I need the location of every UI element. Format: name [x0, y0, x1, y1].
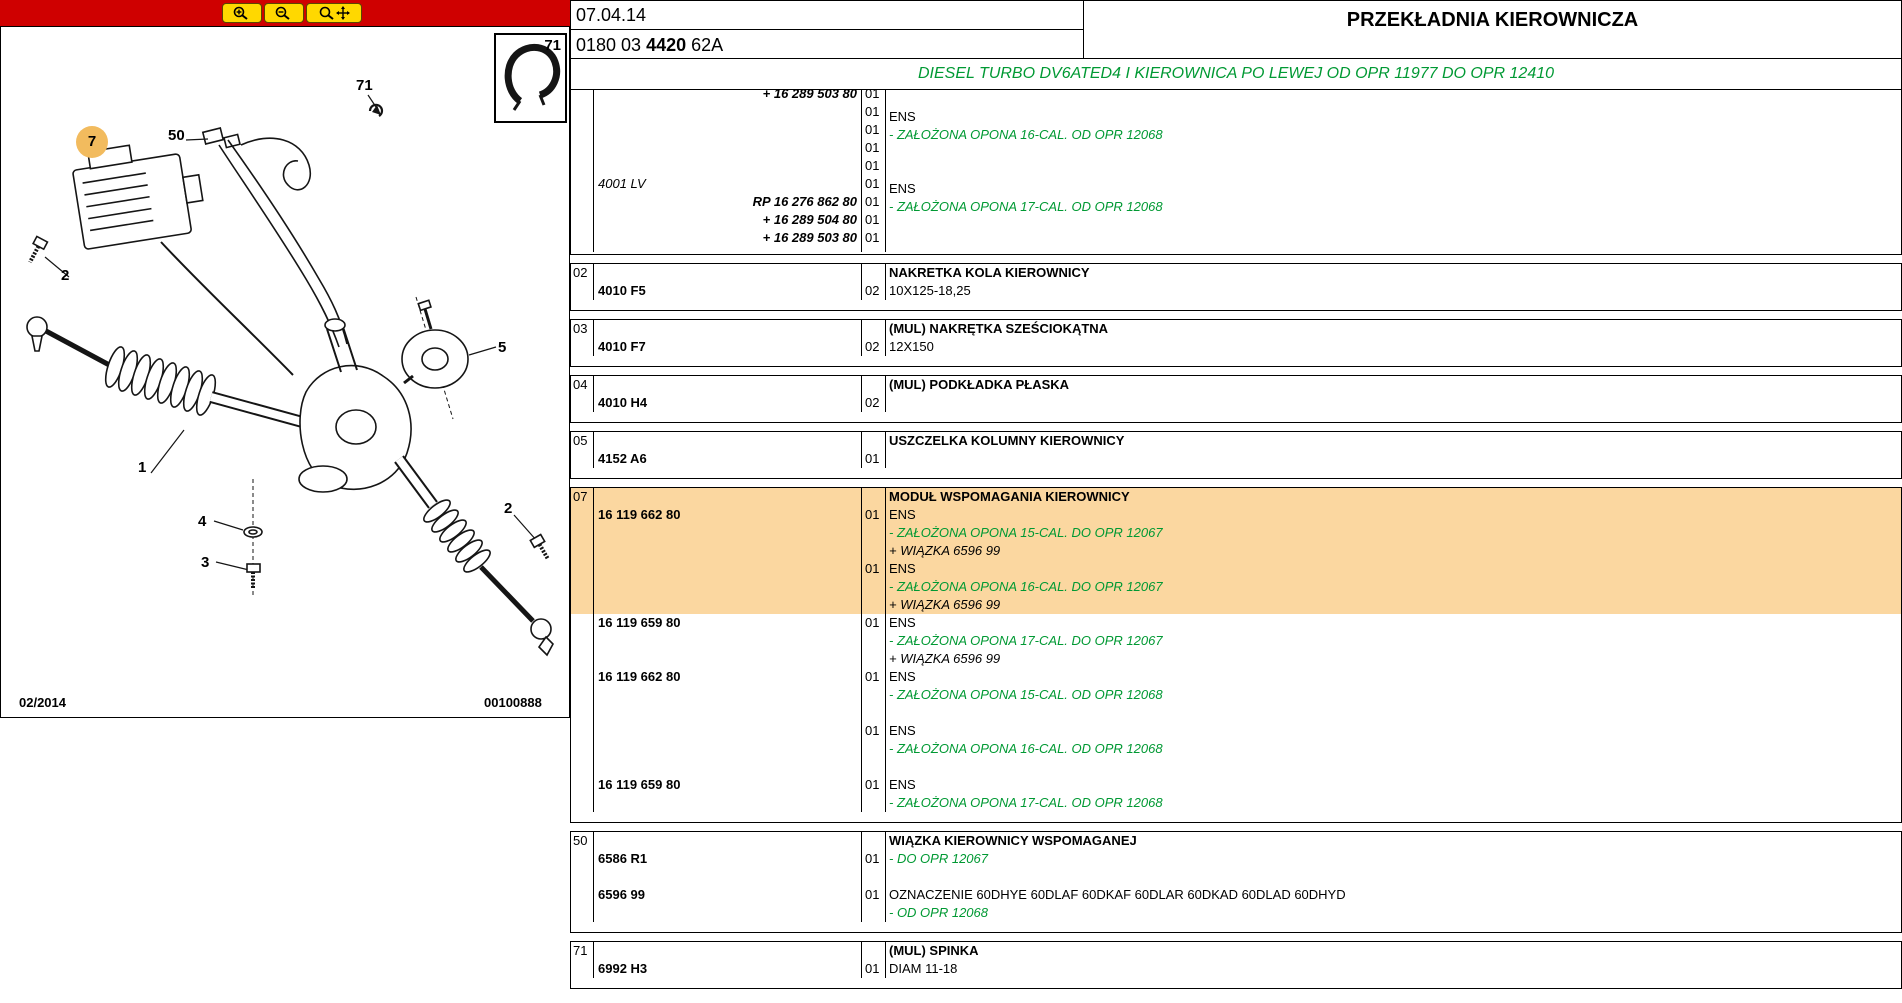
qty-value: 01	[865, 669, 880, 684]
description-line: + WIĄZKA 6596 99	[889, 651, 1001, 666]
blank-cell	[594, 704, 861, 722]
blank-cell	[594, 904, 861, 922]
doc-ref-number: 4420	[646, 35, 687, 55]
description-line: + WIĄZKA 6596 99	[889, 543, 1001, 558]
tie-rod-end-left	[27, 317, 113, 367]
blank-cell	[594, 740, 861, 758]
qty-value	[862, 632, 885, 650]
description-line: - ZAŁOŻONA OPONA 16-CAL. OD OPR 12068	[889, 127, 1163, 142]
zoom-in-icon	[231, 6, 253, 20]
qty-value	[862, 758, 885, 776]
description-line: 12X150	[889, 339, 934, 354]
qty-value: 01	[865, 887, 880, 902]
blank-cell	[594, 264, 861, 282]
qty-column	[861, 90, 886, 252]
blank-cell	[594, 942, 861, 960]
description-line: MODUŁ WSPOMAGANIA KIEROWNICY	[889, 489, 1130, 504]
description-line: - ZAŁOŻONA OPONA 15-CAL. OD OPR 12068	[889, 687, 1163, 702]
desc-column	[886, 488, 1901, 812]
description-line: NAKRETKA KOLA KIEROWNICY	[889, 265, 1090, 280]
qty-value	[862, 376, 885, 394]
qty-value	[862, 488, 885, 506]
description-line: (MUL) NAKRĘTKA SZEŚCIOKĄTNA	[889, 321, 1109, 336]
description-line: + WIĄZKA 6596 99	[889, 597, 1001, 612]
qty-column	[861, 432, 886, 468]
description-line	[886, 234, 1901, 252]
blank-cell	[594, 868, 861, 886]
description-line: ENS	[889, 181, 916, 196]
part-number[interactable]: 4152 A6	[598, 451, 647, 466]
qty-column	[861, 832, 886, 922]
qty-value: 01	[865, 561, 880, 576]
part-column	[594, 264, 861, 300]
description-line: - ZAŁOŻONA OPONA 17-CAL. OD OPR 12068	[889, 199, 1163, 214]
parts-section-top	[570, 90, 1902, 255]
description-line: ENS	[889, 669, 916, 684]
qty-value	[862, 686, 885, 704]
diagram-area	[0, 27, 570, 718]
diagram-panel	[0, 0, 570, 1003]
qty-value: 01	[865, 90, 880, 101]
qty-value: 01	[865, 451, 880, 466]
section-ref: 05	[571, 432, 594, 468]
doc-date: 07.04.14	[571, 1, 1083, 30]
qty-value: 02	[865, 283, 880, 298]
part-number[interactable]: + 16 289 503 80	[762, 230, 857, 245]
description-line	[886, 90, 1901, 108]
bellows-right	[421, 496, 494, 575]
part-number[interactable]: 6596 99	[598, 887, 645, 902]
qty-value: 01	[865, 104, 880, 119]
blank-cell	[594, 794, 861, 812]
description-line: ENS	[889, 109, 916, 124]
qty-value	[862, 650, 885, 668]
description-line	[886, 758, 1901, 776]
parts-section-50	[570, 831, 1902, 933]
parts-section-03	[570, 319, 1902, 367]
part-column	[594, 942, 861, 978]
qty-value: 02	[865, 339, 880, 354]
description-line: OZNACZENIE 60DHYE 60DLAF 60DKAF 60DLAR 60DKAD 60DLAD 60DHYD	[889, 887, 1346, 902]
qty-column	[861, 320, 886, 356]
clip-part-icon	[496, 108, 565, 125]
zoom-out-button[interactable]	[264, 3, 304, 23]
callout-50[interactable]: 50	[168, 127, 185, 144]
variant-subtitle: DIESEL TURBO DV6ATED4 I KIEROWNICA PO LEWEJ OD OPR 11977 DO OPR 12410	[570, 59, 1902, 90]
diagram-date: 02/2014	[19, 695, 66, 710]
blank-cell	[594, 103, 861, 121]
callout-7-selected[interactable]: 7	[76, 126, 108, 158]
qty-value	[862, 432, 885, 450]
section-ref: 50	[571, 832, 594, 922]
qty-value	[862, 942, 885, 960]
blank-cell	[594, 758, 861, 776]
desc-column	[886, 264, 1901, 300]
doc-ref-prefix: 0180 03	[576, 35, 647, 55]
parts-section-02	[570, 263, 1902, 311]
description-line: - ZAŁOŻONA OPONA 16-CAL. DO OPR 12067	[889, 579, 1163, 594]
blank-cell	[594, 560, 861, 578]
zoom-out-icon	[273, 6, 295, 20]
parts-sections	[570, 90, 1902, 989]
part-number[interactable]: 4010 F5	[598, 283, 646, 298]
parts-table-panel	[570, 0, 1902, 1003]
qty-value: 01	[865, 194, 880, 209]
callout-4[interactable]: 4	[198, 513, 207, 530]
qty-value: 01	[865, 176, 880, 191]
description-line: WIĄZKA KIEROWNICY WSPOMAGANEJ	[889, 833, 1137, 848]
qty-value	[862, 868, 885, 886]
bolt-left	[25, 236, 48, 265]
qty-value: 01	[865, 122, 880, 137]
page-title: PRZEKŁADNIA KIEROWNICZA	[1346, 9, 1639, 31]
inset-part-box[interactable]	[494, 33, 567, 123]
desc-column	[886, 320, 1901, 356]
part-number[interactable]: 4010 H4	[598, 395, 648, 410]
qty-column	[861, 264, 886, 300]
qty-value: 01	[865, 961, 880, 976]
desc-column	[886, 832, 1901, 922]
diagram-number: 00100888	[484, 695, 542, 710]
blank-cell	[594, 596, 861, 614]
callout-71[interactable]: 71	[356, 77, 373, 94]
parts-section-07	[570, 487, 1902, 823]
part-number[interactable]: 4010 F7	[598, 339, 646, 354]
blank-cell	[594, 650, 861, 668]
part-number[interactable]: 16 119 659 80	[598, 777, 681, 792]
qty-value: 01	[865, 851, 880, 866]
part-column	[594, 488, 861, 812]
qty-value	[862, 794, 885, 812]
part-number[interactable]: + 16 289 503 80	[762, 90, 857, 101]
qty-value: 01	[865, 615, 880, 630]
qty-value	[862, 524, 885, 542]
blank-cell	[594, 121, 861, 139]
doc-ref-suffix: 62A	[686, 35, 724, 55]
diagram-toolbar	[0, 0, 570, 27]
desc-column	[886, 432, 1901, 468]
tie-rod-end-right	[531, 619, 553, 655]
description-line: ENS	[889, 777, 916, 792]
section-ref: 71	[571, 942, 594, 978]
part-number[interactable]: 16 119 659 80	[598, 615, 681, 630]
desc-column	[886, 942, 1901, 978]
qty-value	[862, 596, 885, 614]
part-column	[594, 432, 861, 468]
qty-value: 01	[865, 723, 880, 738]
parts-section-05	[570, 431, 1902, 479]
mount-disc-part5	[402, 297, 468, 419]
callout-5[interactable]: 5	[498, 339, 507, 356]
doc-reference	[571, 30, 1083, 56]
blank-cell	[594, 832, 861, 850]
qty-value: 02	[865, 395, 880, 410]
qty-value: 01	[865, 777, 880, 792]
blank-cell	[594, 632, 861, 650]
qty-column	[861, 942, 886, 978]
description-line	[886, 216, 1901, 234]
qty-value: 01	[865, 230, 880, 245]
inset-callout-label: 71	[544, 37, 561, 54]
table-header	[570, 0, 1902, 59]
callout-2-left[interactable]: 2	[61, 267, 70, 284]
qty-column	[861, 376, 886, 412]
bellows-left	[102, 345, 219, 417]
parts-section-04	[570, 375, 1902, 423]
callout-1[interactable]: 1	[138, 459, 147, 476]
blank-cell	[594, 524, 861, 542]
description-line: ENS	[889, 723, 916, 738]
qty-value	[862, 740, 885, 758]
qty-value	[862, 320, 885, 338]
gear-housing	[299, 319, 411, 492]
qty-value: 01	[865, 507, 880, 522]
part-number[interactable]: 16 119 662 80	[598, 507, 681, 522]
description-line: 10X125-18,25	[889, 283, 971, 298]
blank-cell	[594, 578, 861, 596]
part-column	[594, 90, 861, 252]
part-number[interactable]: 4001 LV	[598, 176, 646, 191]
qty-value	[862, 542, 885, 560]
description-line: - ZAŁOŻONA OPONA 15-CAL. DO OPR 12067	[889, 525, 1163, 540]
qty-column	[861, 488, 886, 812]
qty-value	[862, 264, 885, 282]
desc-column	[886, 90, 1901, 252]
section-ref: 07	[571, 488, 594, 812]
part-number[interactable]: RP 16 276 862 80	[752, 194, 857, 209]
description-line: - OD OPR 12068	[889, 905, 988, 920]
qty-value: 01	[865, 140, 880, 155]
part-column	[594, 832, 861, 922]
blank-cell	[594, 686, 861, 704]
description-line: (MUL) PODKŁADKA PŁASKA	[889, 377, 1070, 392]
description-line: - ZAŁOŻONA OPONA 17-CAL. DO OPR 12067	[889, 633, 1163, 648]
bolt-right	[530, 534, 553, 562]
qty-value	[862, 904, 885, 922]
description-line: - ZAŁOŻONA OPONA 16-CAL. OD OPR 12068	[889, 741, 1163, 756]
description-line: - ZAŁOŻONA OPONA 17-CAL. OD OPR 12068	[889, 795, 1163, 810]
blank-cell	[594, 432, 861, 450]
part-number[interactable]: 16 119 662 80	[598, 669, 681, 684]
qty-value: 01	[865, 212, 880, 227]
description-line	[886, 450, 1901, 468]
part-column	[594, 320, 861, 356]
description-line: - DO OPR 12067	[889, 851, 988, 866]
section-ref: 03	[571, 320, 594, 356]
part-number[interactable]: 6992 H3	[598, 961, 648, 976]
description-line	[886, 704, 1901, 722]
qty-value	[862, 832, 885, 850]
qty-value	[862, 578, 885, 596]
description-line	[886, 394, 1901, 412]
part-number[interactable]: + 16 289 504 80	[762, 212, 857, 227]
blank-cell	[594, 722, 861, 740]
description-line: ENS	[889, 561, 916, 576]
zoom-pan-icon	[317, 6, 351, 20]
description-line: ENS	[889, 507, 916, 522]
blank-cell	[594, 376, 861, 394]
blank-cell	[594, 542, 861, 560]
zoom-in-button[interactable]	[222, 3, 262, 23]
blank-cell	[594, 139, 861, 157]
description-line	[886, 144, 1901, 162]
section-ref	[571, 90, 594, 252]
description-line: (MUL) SPINKA	[889, 943, 979, 958]
description-line: USZCZELKA KOLUMNY KIEROWNICY	[889, 433, 1125, 448]
part-number[interactable]: 6586 R1	[598, 851, 648, 866]
desc-column	[886, 376, 1901, 412]
callout-3[interactable]: 3	[201, 554, 210, 571]
callout-2-right[interactable]: 2	[504, 500, 513, 517]
blank-cell	[594, 488, 861, 506]
doc-info	[571, 1, 1084, 58]
description-line	[886, 162, 1901, 180]
section-ref: 04	[571, 376, 594, 412]
description-line: ENS	[889, 615, 916, 630]
washer-part4	[244, 527, 262, 537]
description-line	[886, 868, 1901, 886]
section-ref: 02	[571, 264, 594, 300]
qty-value	[862, 704, 885, 722]
parts-section-71	[570, 941, 1902, 989]
blank-cell	[594, 157, 861, 175]
qty-value: 01	[865, 158, 880, 173]
description-line: DIAM 11-18	[889, 961, 958, 976]
zoom-pan-button[interactable]	[306, 3, 362, 23]
blank-cell	[594, 320, 861, 338]
part-column	[594, 376, 861, 412]
